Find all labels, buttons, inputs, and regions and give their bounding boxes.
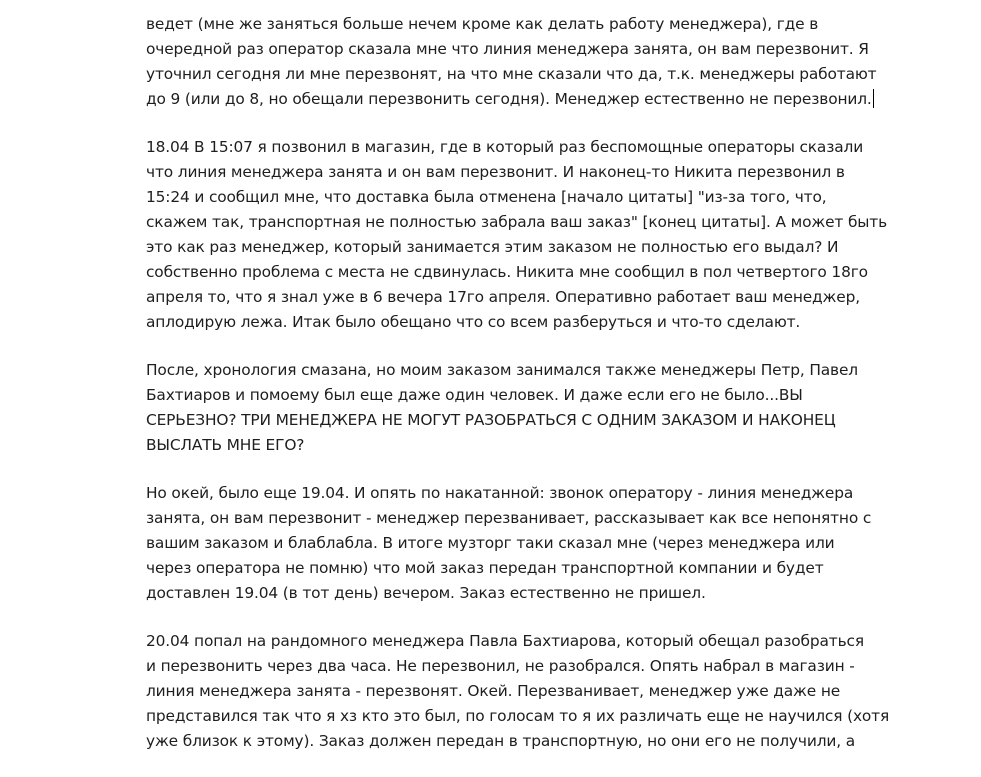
text-line: уже близок к этому). Заказ должен передан в транспортную, но они его не получили, а xyxy=(146,732,855,750)
text-line: доставлен 19.04 (в тот день) вечером. Заказ естественно не пришел. xyxy=(146,584,706,602)
text-line: апреля то, что я знал уже в 6 вечера 17го апреля. Оперативно работает ваш менеджер, xyxy=(146,288,860,306)
text-line: что линия менеджера занята и он вам перезвонит. И наконец-то Никита перезвонил в xyxy=(146,163,845,181)
text-line: и перезвонить через два часа. Не перезвонил, не разобрался. Опять набрал в магазин - xyxy=(146,657,855,675)
text-line: собственно проблема с места не сдвинулась. Никита мне сообщил в пол четвертого 18го xyxy=(146,263,868,281)
text-line: это как раз менеджер, который занимается этим заказом не полностью его выдал? И xyxy=(146,238,839,256)
text-line: уточнил сегодня ли мне перезвонят, на что мне сказали что да, т.к. менеджеры работают xyxy=(146,65,877,83)
text-line: 20.04 попал на рандомного менеджера Павла Бахтиарова, который обещал разобраться xyxy=(146,632,864,650)
text-line: аплодирую лежа. Итак было обещано что со всем разберуться и что-то сделают. xyxy=(146,313,801,331)
text-line: линия менеджера занята - перезвонят. Окей. Перезванивает, менеджер уже даже не xyxy=(146,682,841,700)
text-line: После, хронология смазана, но моим заказом занимался также менеджеры Петр, Павел xyxy=(146,361,858,379)
text-line-with-cursor xyxy=(146,87,872,112)
text-line: СЕРЬЕЗНО? ТРИ МЕНЕДЖЕРА НЕ МОГУТ РАЗОБРАТЬСЯ С ОДНИМ ЗАКАЗОМ И НАКОНЕЦ xyxy=(146,411,836,429)
text-line: ведет (мне же заняться больше нечем кроме как делать работу менеджера), где в xyxy=(146,15,819,33)
text-line: 15:24 и сообщил мне, что доставка была отменена [начало цитаты] "из-за того, что, xyxy=(146,188,827,206)
text-line: очередной раз оператор сказала мне что линия менеджера занята, он вам перезвонит. Я xyxy=(146,40,869,58)
text-line: представился так что я хз кто это был, по голосам то я их различать еще не научился (хотя xyxy=(146,707,890,725)
text-line: 18.04 В 15:07 я позвонил в магазин, где в который раз беспомощные операторы сказали xyxy=(146,138,864,156)
text-line: вашим заказом и блаблабла. В итоге музторг таки сказал мне (через менеджера или xyxy=(146,534,835,552)
text-line: ВЫСЛАТЬ МНЕ ЕГО? xyxy=(146,436,305,454)
text-line: до 9 (или до 8, но обещали перезвонить сегодня). Менеджер естественно не перезвонил. xyxy=(146,90,872,108)
text-line: занята, он вам перезвонит - менеджер перезванивает, рассказывает как все непонятно с xyxy=(146,509,872,527)
text-line: Бахтиаров и помоему был еще даже один человек. И даже если его не было...ВЫ xyxy=(146,386,803,404)
text-line: скажем так, транспортная не полностью забрала ваш заказ" [конец цитаты]. А может быть xyxy=(146,213,888,231)
paragraph-4 xyxy=(146,481,872,606)
paragraph-2 xyxy=(146,135,888,335)
document-body xyxy=(146,12,890,777)
paragraph-5 xyxy=(146,629,890,754)
text-cursor xyxy=(873,89,874,108)
text-line: через оператора не помню) что мой заказ передан транспортной компании и будет xyxy=(146,559,824,577)
paragraph-3 xyxy=(146,358,858,458)
text-line: Но окей, было еще 19.04. И опять по накатанной: звонок оператору - линия менеджера xyxy=(146,484,854,502)
paragraph-1 xyxy=(146,12,877,112)
